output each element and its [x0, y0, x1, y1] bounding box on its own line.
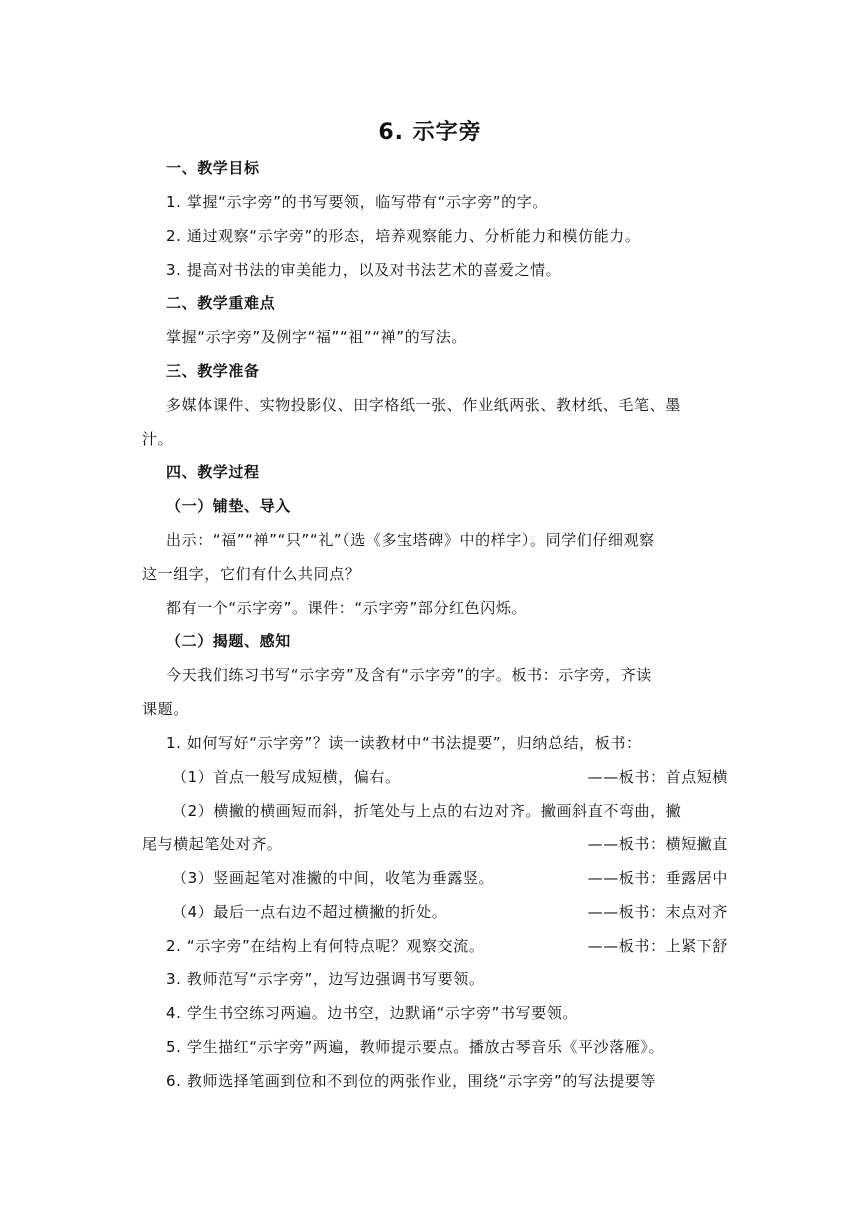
paragraph-line: 2. “示字旁”在结构上有何特点呢？观察交流。 — [166, 937, 485, 955]
rule-item: （3）竖画起笔对准撇的中间，收笔为垂露竖。 — [172, 869, 495, 887]
subsection-heading: （一）铺垫、导入 — [166, 497, 291, 515]
paragraph-line: 掌握“示字旁”及例字“福”“祖”“禅”的写法。 — [166, 328, 467, 346]
board-note: ——板书：首点短横 — [587, 768, 728, 786]
paragraph-line: 4. 学生书空练习两遍。边书空，边默诵“示字旁”书写要领。 — [166, 1004, 579, 1022]
objective-item: 2. 通过观察“示字旁”的形态，培养观察能力、分析能力和模仿能力。 — [166, 227, 641, 245]
objective-item: 1. 掌握“示字旁”的书写要领，临写带有“示字旁”的字。 — [166, 193, 548, 211]
paragraph-line: 这一组字，它们有什么共同点？ — [142, 565, 361, 583]
paragraph-line: 今天我们练习书写“示字旁”及含有“示字旁”的字。板书：示字旁，齐读 — [166, 666, 652, 684]
section-heading: 一、教学目标 — [166, 159, 260, 177]
board-note: ——板书：上紧下舒 — [587, 937, 728, 955]
objective-item: 3. 提高对书法的审美能力，以及对书法艺术的喜爱之情。 — [166, 261, 562, 279]
rule-item: （2）横撇的横画短而斜，折笔处与上点的右边对齐。撇画斜直不弯曲，撇 — [172, 802, 682, 820]
section-heading: 四、教学过程 — [166, 463, 260, 481]
board-note: ——板书：横短撇直 — [587, 835, 728, 853]
paragraph-line: 汁。 — [142, 430, 174, 448]
paragraph-line: 5. 学生描红“示字旁”两遍，教师提示要点。播放古琴音乐《平沙落雁》。 — [166, 1038, 665, 1056]
rule-item: （1）首点一般写成短横，偏右。 — [172, 768, 401, 786]
paragraph-line: 出示：“福”“禅”“只”“礼”（选《多宝塔碑》中的样字）。同学们仔细观察 — [166, 531, 655, 549]
section-heading: 二、教学重难点 — [166, 294, 276, 312]
rule-item: （4）最后一点右边不超过横撇的折处。 — [172, 903, 448, 921]
paragraph-line: 1. 如何写好“示字旁”？读一读教材中“书法提要”，归纳总结，板书： — [166, 734, 642, 752]
rule-item: 尾与横起笔处对齐。 — [142, 835, 283, 853]
paragraph-line: 3. 教师范写“示字旁”，边写边强调书写要领。 — [166, 970, 485, 988]
paragraph-line: 课题。 — [142, 700, 189, 718]
section-heading: 三、教学准备 — [166, 362, 260, 380]
paragraph-line: 都有一个“示字旁”。课件：“示字旁”部分红色闪烁。 — [166, 599, 528, 617]
paragraph-line: 6. 教师选择笔画到位和不到位的两张作业，围绕“示字旁”的写法提要等 — [166, 1072, 657, 1090]
board-note: ——板书：末点对齐 — [587, 903, 728, 921]
page-title: 6. 示字旁 — [378, 120, 482, 145]
paragraph-line: 多媒体课件、实物投影仪、田字格纸一张、作业纸两张、教材纸、毛笔、墨 — [166, 396, 681, 414]
board-note: ——板书：垂露居中 — [587, 869, 728, 887]
subsection-heading: （二）揭题、感知 — [166, 632, 291, 650]
